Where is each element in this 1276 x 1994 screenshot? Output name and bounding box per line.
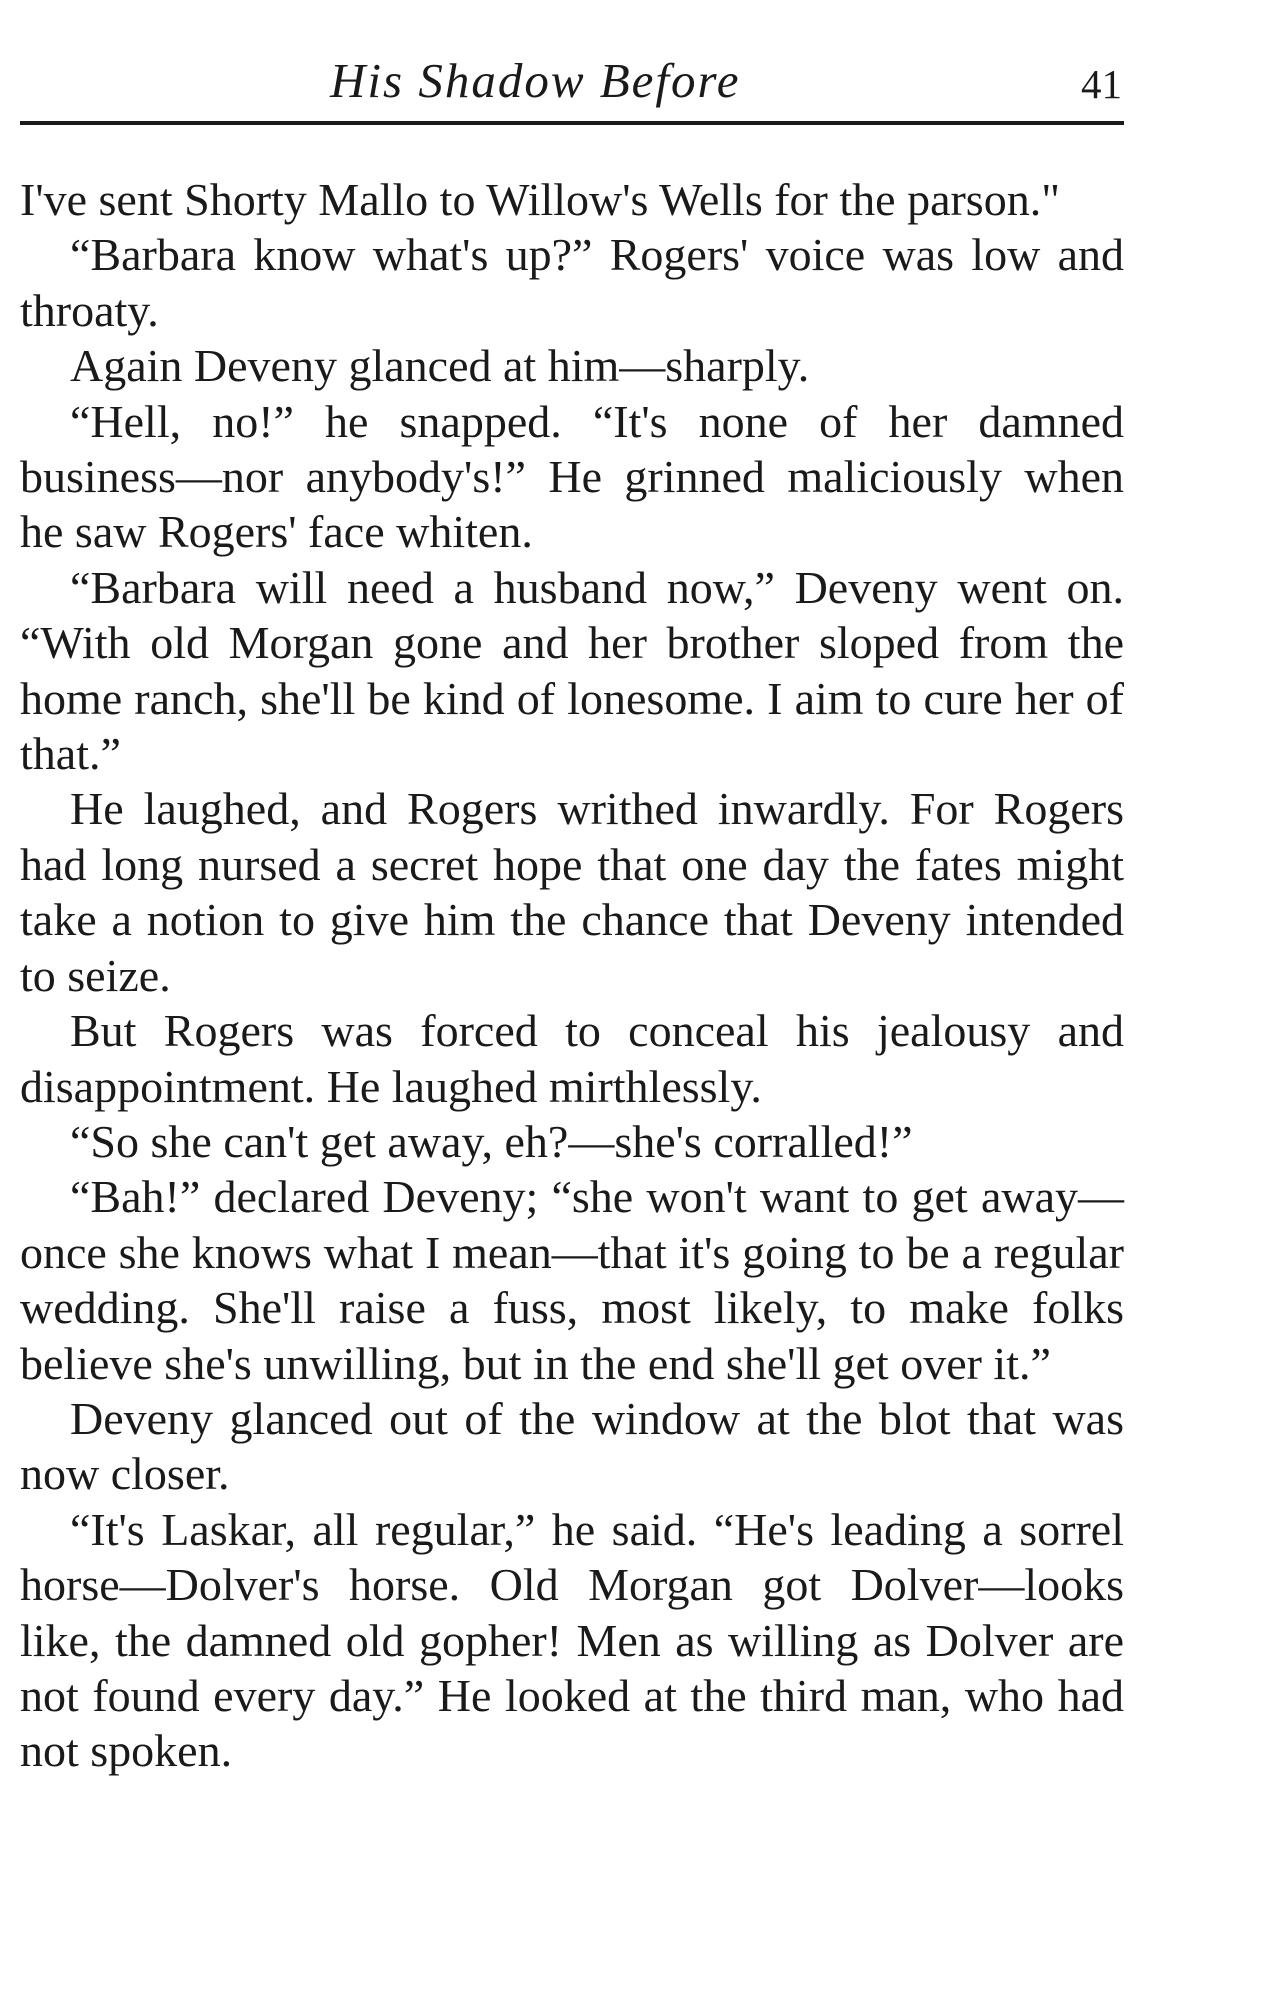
paragraph: “So she can't get away, eh?—she's corralled!” — [70, 1115, 913, 1167]
paragraph: “It's Laskar, all regular,” he said. “He's leading a sorrel horse—Dolver's horse. Old Morgan got Dolver—looks like, the damned old gopher! Men as willing as Dolver are not found every day.” He looked at the third man, who had not spoken. — [20, 1503, 1124, 1777]
paragraph: “Hell, no!” he snapped. “It's none of her damned business—nor anybody's!” He grinned maliciously when he saw Rogers' face whiten. — [20, 395, 1124, 558]
paragraph: Again Deveny glanced at him—sharply. — [70, 340, 810, 392]
header-rule — [20, 121, 1124, 125]
paragraph: I've sent Shorty Mallo to Willow's Wells for the parson." — [20, 174, 1060, 225]
paragraph: “Barbara know what's up?” Rogers' voice was low and throaty. — [20, 229, 1124, 336]
paragraph: He laughed, and Rogers writhed inwardly. For Rogers had long nursed a secret hope that one day the fates might take a notion to give him the chance that Deveny intended to seize. — [20, 783, 1124, 1001]
body-text — [20, 172, 1124, 1779]
page-number: 41 — [1081, 61, 1122, 107]
page-header — [20, 52, 1122, 112]
paragraph: Deveny glanced out of the window at the blot that was now closer. — [20, 1392, 1124, 1500]
running-title: His Shadow Before — [330, 53, 741, 108]
paragraph: “Bah!” declared Deveny; “she won't want to get away—once she knows what I mean—that it's going to be a regular wedding. She'll raise a fuss, most likely, to make folks believe she's unwilling, but in the end she'll get over it.” — [20, 1171, 1124, 1389]
paragraph: But Rogers was forced to conceal his jealousy and disappointment. He laughed mirthlessly. — [20, 1005, 1124, 1112]
paragraph: “Barbara will need a husband now,” Deveny went on. “With old Morgan gone and her brother sloped from the home ranch, she'll be kind of lonesome. I aim to cure her of that.” — [20, 561, 1124, 780]
